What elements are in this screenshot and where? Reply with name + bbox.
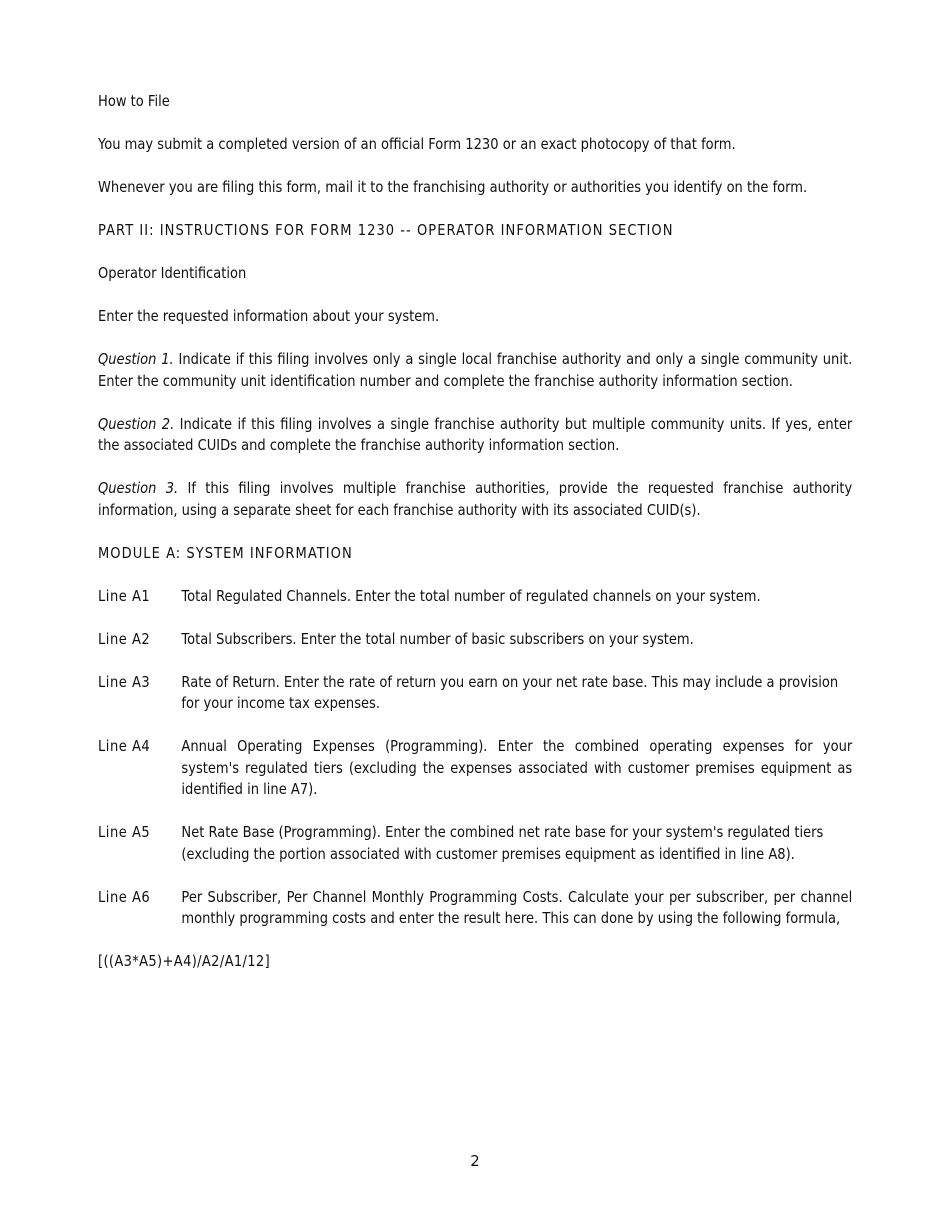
line-a3-text: Rate of Return. Enter the rate of return you earn on your net rate base. This may include a provision for your income tax expenses. bbox=[181, 672, 839, 712]
operator-identification-heading: Operator Identification bbox=[98, 264, 247, 282]
line-a5-label: Line A5 bbox=[98, 823, 151, 841]
line-a4 bbox=[98, 736, 852, 801]
line-a4-label: Line A4 bbox=[98, 737, 151, 755]
how-to-file-paragraph-1: You may submit a completed version of an official Form 1230 or an exact photocopy of that form. bbox=[98, 135, 736, 153]
question-2-text: Indicate if this filing involves a single franchise authority but multiple community units. If yes, enter the associated CUIDs and complete the franchise authority information section. bbox=[98, 414, 853, 454]
question-1-paragraph bbox=[98, 349, 852, 392]
module-a-heading: MODULE A: SYSTEM INFORMATION bbox=[98, 543, 353, 562]
question-3-label: Question 3. bbox=[98, 479, 179, 497]
question-2-paragraph bbox=[98, 414, 852, 457]
line-a4-text: Annual Operating Expenses (Programming). Enter the combined operating expenses for your system's regulated tiers (excluding the expenses associated with customer premises equipment as identified in line A7). bbox=[181, 737, 853, 798]
part-2-heading: PART II: INSTRUCTIONS FOR FORM 1230 -- OPERATOR INFORMATION SECTION bbox=[98, 221, 674, 239]
line-a2 bbox=[98, 629, 852, 651]
page-content bbox=[98, 91, 852, 994]
question-3-text: If this filing involves multiple franchise authorities, provide the requested franchise authority information, using a separate sheet for each franchise authority with its associated CUID(s). bbox=[98, 479, 853, 519]
how-to-file-heading: How to File bbox=[98, 92, 170, 110]
programming-cost-formula: [((A3*A5)+A4)/A2/A1/12] bbox=[98, 952, 271, 970]
line-a6 bbox=[98, 887, 852, 930]
question-1-text: Indicate if this filing involves only a single local franchise authority and only a single community unit. Enter the community unit identification number and complete the franchise authority information section. bbox=[98, 350, 853, 390]
question-2-label: Question 2. bbox=[98, 414, 175, 433]
line-a3-label: Line A3 bbox=[98, 672, 151, 691]
question-3-paragraph bbox=[98, 478, 852, 521]
question-1-label: Question 1. bbox=[98, 350, 174, 368]
page-number: 2 bbox=[470, 1152, 480, 1170]
line-a3 bbox=[98, 672, 852, 715]
line-a6-label: Line A6 bbox=[98, 887, 151, 906]
line-a6-text: Per Subscriber, Per Channel Monthly Programming Costs. Calculate your per subscriber, per channel monthly programming costs and enter the result here. This can done by using the following formula, bbox=[181, 887, 853, 927]
line-a2-text: Total Subscribers. Enter the total number of basic subscribers on your system. bbox=[181, 629, 694, 648]
operator-identification-intro: Enter the requested information about your system. bbox=[98, 307, 440, 325]
how-to-file-paragraph-2: Whenever you are filing this form, mail it to the franchising authority or authorities you identify on the form. bbox=[98, 178, 808, 196]
line-a5 bbox=[98, 822, 852, 865]
line-a1-text: Total Regulated Channels. Enter the total number of regulated channels on your system. bbox=[181, 586, 761, 605]
line-a5-text: Net Rate Base (Programming). Enter the combined net rate base for your system's regulated tiers (excluding the portion associated with customer premises equipment as identified in line A8). bbox=[181, 823, 824, 863]
line-a2-label: Line A2 bbox=[98, 629, 151, 648]
line-a1 bbox=[98, 586, 852, 608]
line-a1-label: Line A1 bbox=[98, 586, 151, 605]
